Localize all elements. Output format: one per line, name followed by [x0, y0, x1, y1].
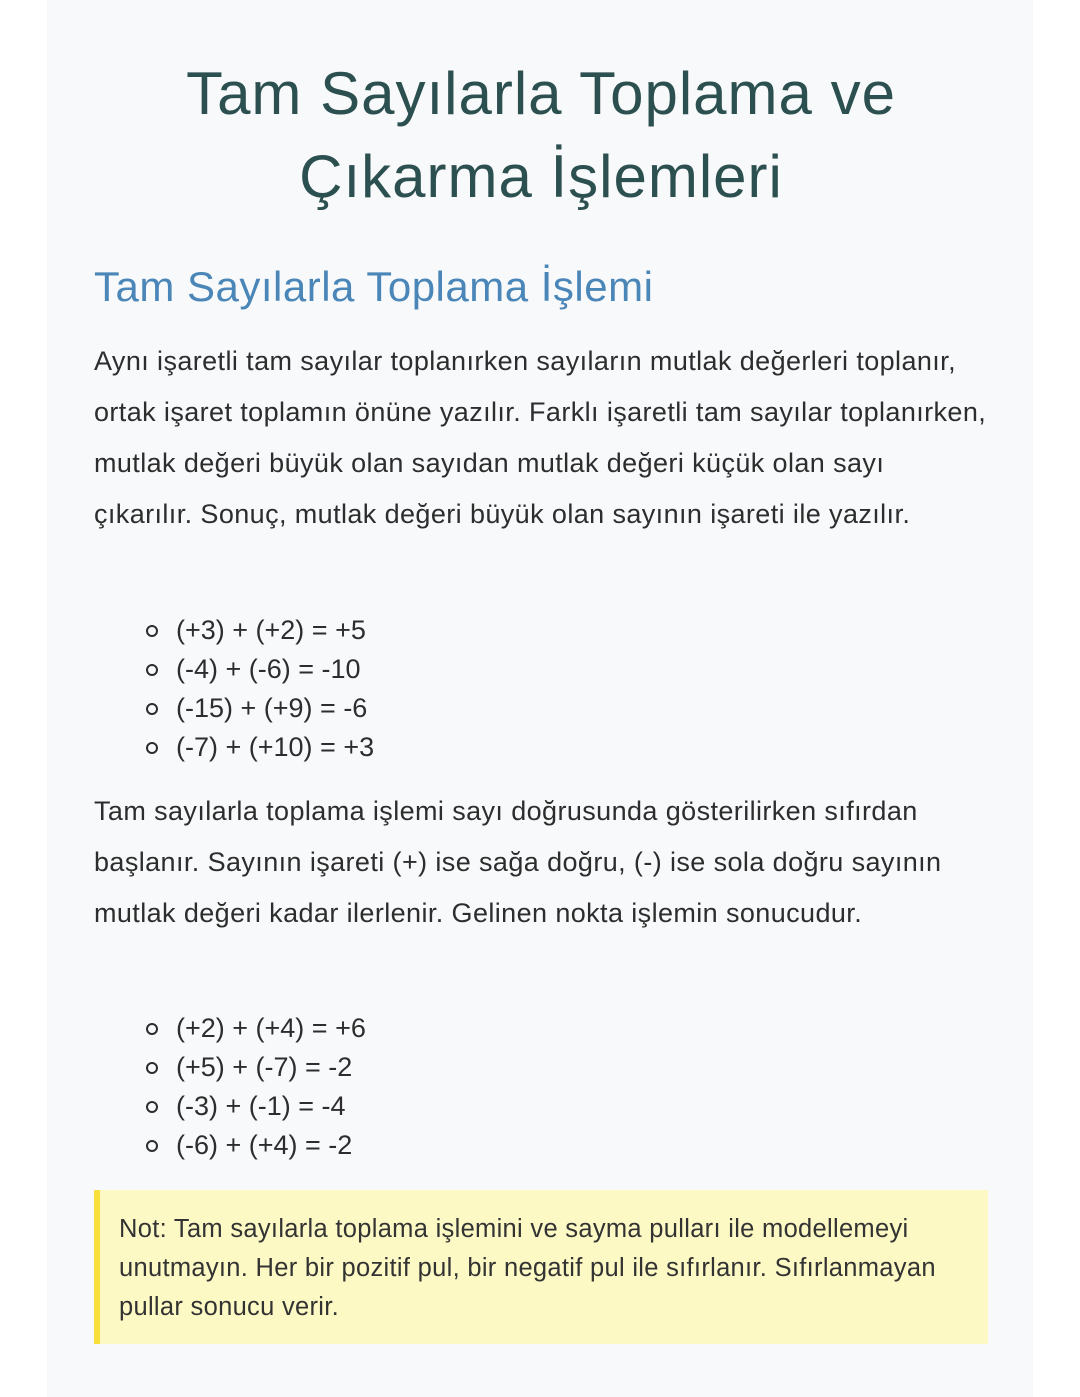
list-item: (-4) + (-6) = -10: [146, 650, 374, 689]
bullet-icon: [146, 703, 158, 715]
note-callout: [94, 1190, 988, 1344]
bullet-icon: [146, 742, 158, 754]
list-item: (+2) + (+4) = +6: [146, 1009, 366, 1048]
list-item: (-3) + (-1) = -4: [146, 1087, 366, 1126]
bullet-icon: [146, 664, 158, 676]
list-item: (-7) + (+10) = +3: [146, 728, 374, 767]
note-text: Not: Tam sayılarla toplama işlemini ve sayma pulları ile modellemeyi unutmayın. Her bir pozitif pul, bir negatif pul ile sıfırlanır. Sıfırlanmayan pullar sonucu verir.: [119, 1215, 936, 1321]
example-list-2: [146, 1009, 366, 1165]
bullet-icon: [146, 1062, 158, 1074]
list-item: (-6) + (+4) = -2: [146, 1126, 366, 1165]
list-item: (+5) + (-7) = -2: [146, 1048, 366, 1087]
list-item: (+3) + (+2) = +5: [146, 611, 374, 650]
page-title: Tam Sayılarla Toplama ve Çıkarma İşlemleri: [186, 60, 896, 210]
bullet-icon: [146, 1023, 158, 1035]
paragraph-number-line: Tam sayılarla toplama işlemi sayı doğrusunda gösterilirken sıfırdan başlanır. Sayının işareti (+) ise sağa doğru, (-) ise sola doğru sayının mutlak değeri kadar ilerlenir. Gelinen nokta işlemin sonucudur.: [94, 796, 942, 928]
bullet-icon: [146, 1140, 158, 1152]
document-page: [47, 0, 1033, 1397]
example-list-1: [146, 611, 374, 767]
bullet-icon: [146, 625, 158, 637]
bullet-icon: [146, 1101, 158, 1113]
section-heading: Tam Sayılarla Toplama İşlemi: [94, 263, 654, 310]
list-item: (-15) + (+9) = -6: [146, 689, 374, 728]
paragraph-addition-rules: Aynı işaretli tam sayılar toplanırken sayıların mutlak değerleri toplanır, ortak işaret toplamın önüne yazılır. Farklı işaretli tam sayılar toplanırken, mutlak değeri büyük olan sayıdan mutlak değeri küçük olan sayı çıkarılır. Sonuç, mutlak değeri büyük olan sayının işareti ile yazılır.: [94, 346, 987, 529]
